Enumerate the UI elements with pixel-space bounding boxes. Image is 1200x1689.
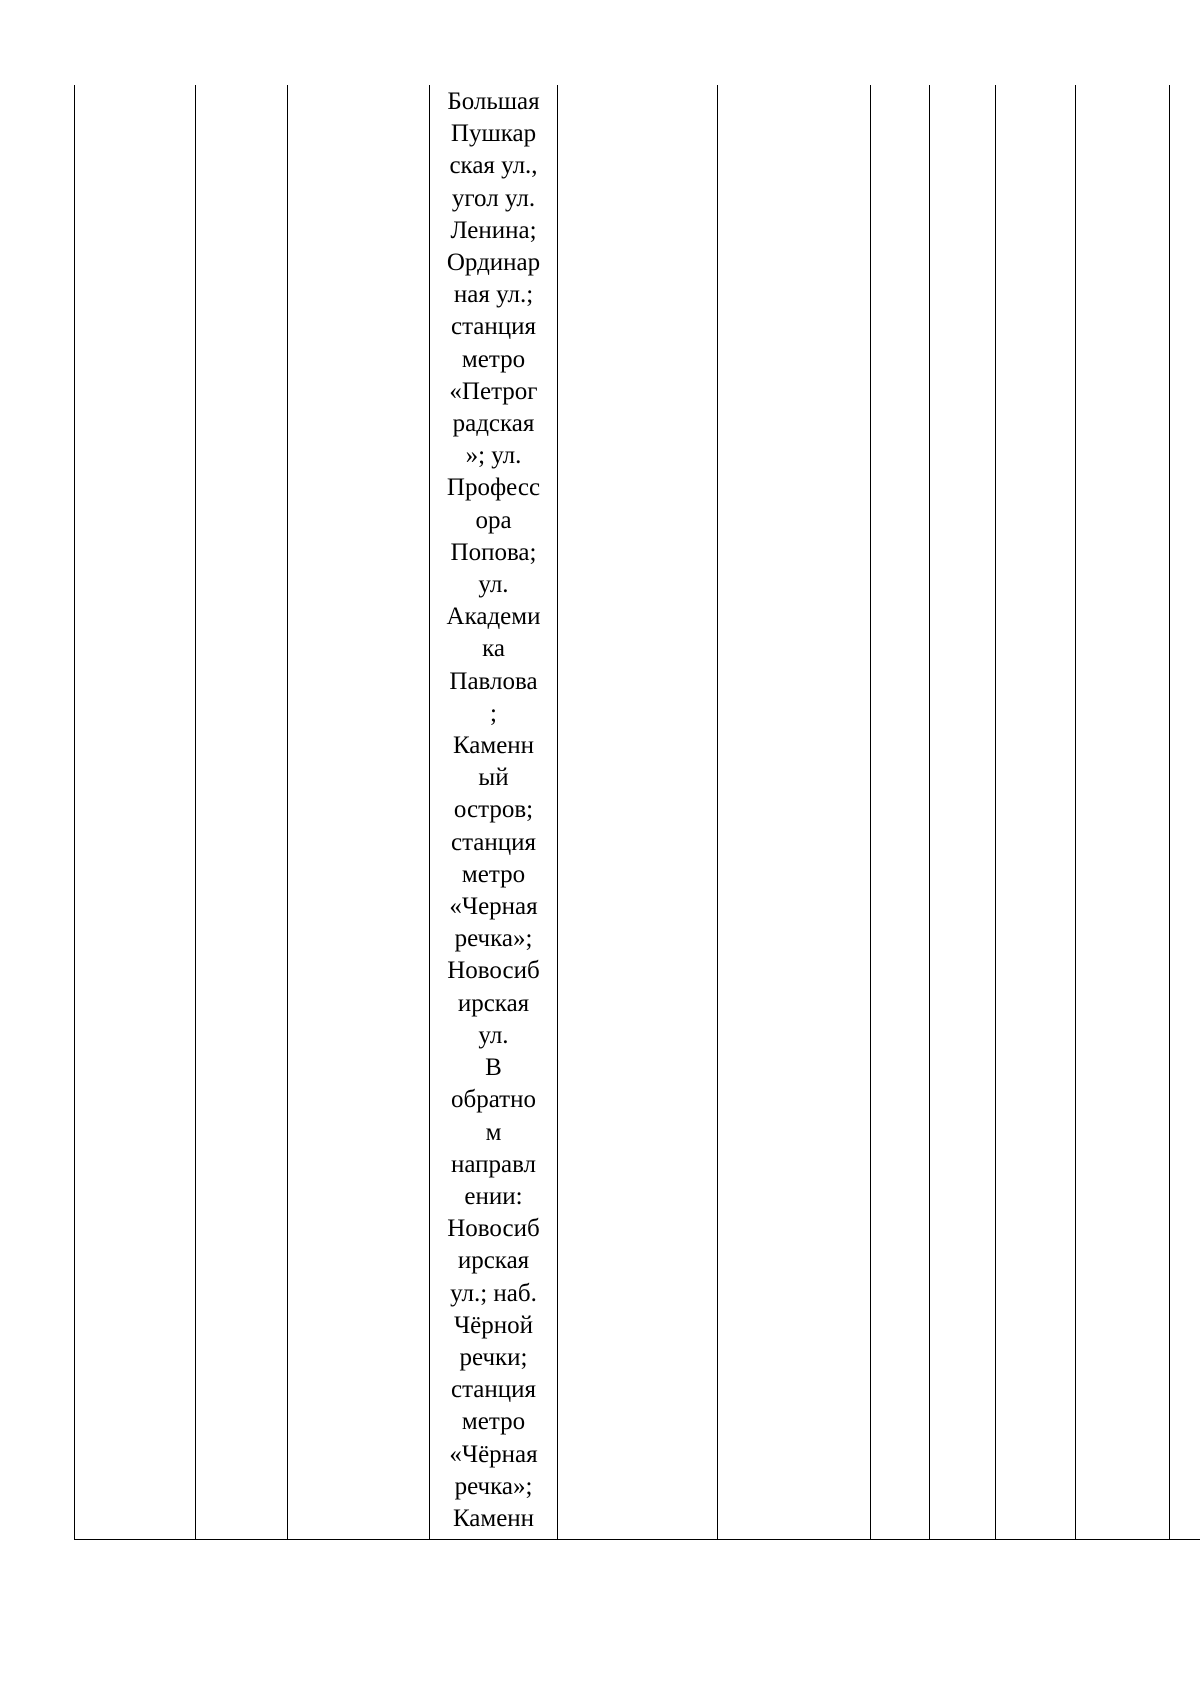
address-line: Ординар — [446, 249, 541, 277]
address-line: Павлова — [449, 667, 538, 695]
address-line: Новосиб — [447, 1215, 540, 1243]
column-border-1 — [74, 85, 75, 1539]
route-address-cell — [430, 85, 557, 1539]
address-line: «Черная — [449, 893, 538, 921]
address-line: метро — [461, 1408, 526, 1436]
route-address-text — [430, 85, 557, 1535]
address-line: ская ул., — [449, 152, 538, 180]
address-line: остров; — [453, 796, 534, 824]
address-line: метро — [461, 860, 526, 888]
address-line: В — [485, 1054, 502, 1082]
address-line: »; ул. — [465, 442, 522, 470]
address-line: метро — [461, 345, 526, 373]
address-line: ении: — [464, 1182, 523, 1210]
address-line: Каменн — [452, 1504, 535, 1532]
address-line: ирская — [457, 989, 530, 1017]
address-line: речки; — [459, 1343, 528, 1371]
address-line: Каменн — [452, 732, 535, 760]
address-line: ул.; наб. — [450, 1279, 537, 1307]
address-line: ка — [482, 635, 505, 663]
address-line: м — [485, 1118, 502, 1146]
address-line: станция — [450, 1376, 537, 1404]
column-border-11 — [1169, 85, 1170, 1539]
column-border-9 — [995, 85, 996, 1539]
column-border-2 — [195, 85, 196, 1539]
address-line: «Петрог — [449, 377, 538, 405]
address-line: направл — [450, 1150, 537, 1178]
address-line: Чёрной — [453, 1311, 534, 1339]
address-line: Ленина; — [450, 216, 537, 244]
column-border-7 — [870, 85, 871, 1539]
column-border-10 — [1075, 85, 1076, 1539]
address-line: ора — [475, 506, 512, 534]
address-line: ; — [490, 699, 497, 727]
address-line: Академи — [446, 603, 541, 631]
address-line: угол ул. — [451, 184, 536, 212]
address-line: Професс — [446, 474, 541, 502]
address-line: Большая — [447, 88, 540, 115]
address-line: «Чёрная — [449, 1440, 538, 1468]
column-border-6 — [717, 85, 718, 1539]
address-line: ная ул.; — [453, 281, 534, 309]
address-line: Пушкар — [450, 120, 537, 148]
route-table-fragment — [74, 85, 1200, 1540]
address-line: речка»; — [454, 1472, 533, 1500]
address-line: Новосиб — [447, 957, 540, 985]
column-border-3 — [287, 85, 288, 1539]
address-line: Попова; — [450, 538, 537, 566]
address-line: ул. — [478, 1021, 509, 1049]
column-border-8 — [929, 85, 930, 1539]
address-line: ул. — [478, 571, 509, 599]
column-border-5 — [557, 85, 558, 1539]
address-line: станция — [450, 313, 537, 341]
address-line: речка»; — [454, 925, 533, 953]
address-line: ый — [478, 764, 509, 792]
address-line: обратно — [451, 1086, 536, 1114]
address-line: ирская — [457, 1247, 530, 1275]
address-line: станция — [450, 828, 537, 856]
address-line: радская — [452, 410, 535, 438]
